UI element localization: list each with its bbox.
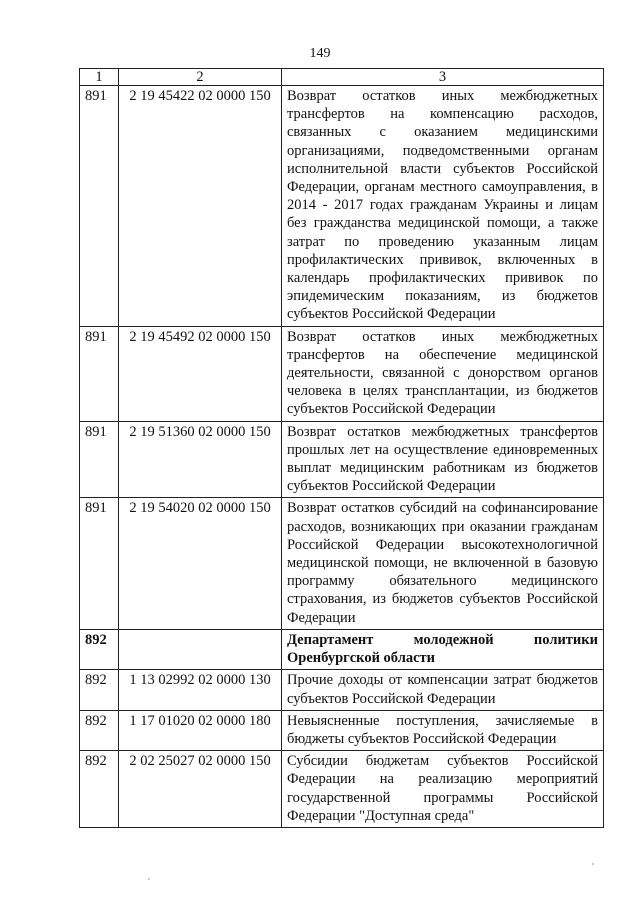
description-cell: Возврат остатков субсидий на софинансирование расходов, возникающих при оказании гражданам Российской Федерации высокотехнологичной медицинской помощи, не включенной в базовую программу обязательного медицинского страхования, из бюджетов субъектов Российской Федерации <box>282 498 604 629</box>
table-row <box>80 86 604 327</box>
admin-code-cell: 892 <box>80 751 119 828</box>
table-row <box>80 670 604 710</box>
page-number: 149 <box>309 46 331 61</box>
description-cell: Возврат остатков межбюджетных трансфертов прошлых лет на осуществление единовременных выплат медицинским работникам из бюджетов субъектов Российской Федерации <box>282 421 604 498</box>
kbk-code-cell: 2 19 51360 02 0000 150 <box>119 421 282 498</box>
kbk-code-cell: 1 17 01020 02 0000 180 <box>119 710 282 750</box>
scan-speck <box>592 863 594 865</box>
description-cell: Возврат остатков иных межбюджетных трансфертов на компенсацию расходов, связанных с оказанием медицинскими организациями, подведомственными органам исполнительной власти субъектов Российской Федерации, органам местного самоуправления, в 2014 - 2017 годах гражданам Украины и лицам без гражданства медицинской помощи, а также затрат по проведению указанным лицам профилактических прививок, включенных в календарь профилактических прививок по эпидемическим показаниям, из бюджетов субъектов Российской Федерации <box>282 86 604 327</box>
column-header-1: 1 <box>80 69 119 86</box>
admin-code-cell: 891 <box>80 498 119 629</box>
table-row-section-header <box>80 629 604 669</box>
admin-code-cell: 892 <box>80 670 119 710</box>
table-row <box>80 710 604 750</box>
budget-codes-table <box>79 68 604 828</box>
table-header-row <box>80 69 604 86</box>
kbk-code-cell <box>119 629 282 669</box>
admin-code-cell: 891 <box>80 326 119 421</box>
department-name-cell: Департамент молодежной политики Оренбургской области <box>282 629 604 669</box>
column-header-3: 3 <box>282 69 604 86</box>
admin-code-cell: 892 <box>80 710 119 750</box>
table-row <box>80 751 604 828</box>
table-row <box>80 421 604 498</box>
table-row <box>80 326 604 421</box>
kbk-code-cell: 2 19 45422 02 0000 150 <box>119 86 282 327</box>
kbk-code-cell: 2 02 25027 02 0000 150 <box>119 751 282 828</box>
description-cell: Возврат остатков иных межбюджетных трансфертов на обеспечение медицинской деятельности, связанной с донорством органов человека в целях трансплантации, из бюджетов субъектов Российской Федерации <box>282 326 604 421</box>
description-cell: Субсидии бюджетам субъектов Российской Федерации на реализацию мероприятий государственной программы Российской Федерации "Доступная среда" <box>282 751 604 828</box>
admin-code-cell: 892 <box>80 629 119 669</box>
description-cell: Прочие доходы от компенсации затрат бюджетов субъектов Российской Федерации <box>282 670 604 710</box>
kbk-code-cell: 2 19 45492 02 0000 150 <box>119 326 282 421</box>
description-cell: Невыясненные поступления, зачисляемые в бюджеты субъектов Российской Федерации <box>282 710 604 750</box>
admin-code-cell: 891 <box>80 86 119 327</box>
kbk-code-cell: 1 13 02992 02 0000 130 <box>119 670 282 710</box>
kbk-code-cell: 2 19 54020 02 0000 150 <box>119 498 282 629</box>
column-header-2: 2 <box>119 69 282 86</box>
admin-code-cell: 891 <box>80 421 119 498</box>
scan-speck <box>148 878 150 880</box>
table-row <box>80 498 604 629</box>
